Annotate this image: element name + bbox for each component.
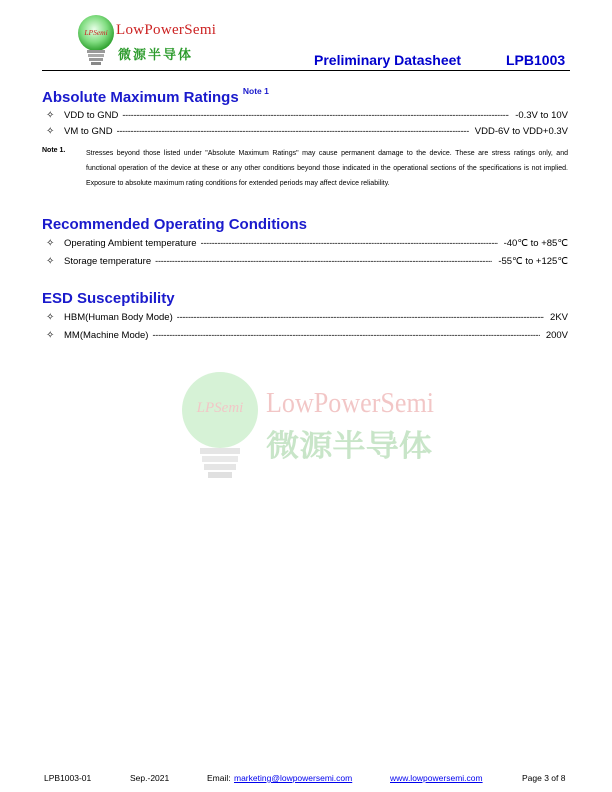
list-item: [46, 254, 568, 268]
footer-website-link[interactable]: [390, 773, 483, 783]
watermark-brand-en: LowPowerSemi: [266, 387, 434, 419]
list-item: [46, 124, 568, 138]
email-link[interactable]: marketing@lowpowersemi.com: [234, 773, 353, 783]
list-item: [46, 108, 568, 122]
dot-leader: [152, 330, 539, 340]
brand-name-en: LowPowerSemi: [116, 22, 217, 38]
rating-value: -0.3V to 10V: [515, 109, 568, 121]
list-item: [46, 328, 568, 342]
rating-label: VM to GND: [64, 125, 113, 137]
section-title-rec-op: Recommended Operating Conditions: [42, 216, 308, 233]
footer-email-label: Email:: [207, 773, 231, 783]
rating-value: VDD-6V to VDD+0.3V: [474, 125, 568, 137]
note-ref: Note 1: [242, 86, 269, 96]
condition-value: -40℃ to +85℃: [503, 237, 568, 249]
brand-name-cn: 微源半导体: [118, 47, 194, 62]
footer-email-link[interactable]: [234, 773, 352, 783]
diamond-star-icon: ✧: [46, 109, 55, 121]
company-logo-bulb-icon: [76, 14, 116, 68]
esd-value: 200V: [545, 329, 568, 341]
esd-label: MM(Machine Mode): [64, 329, 149, 341]
esd-value: 2KV: [550, 311, 568, 323]
website-link[interactable]: www.lowpowersemi.com: [390, 773, 483, 783]
note-label: Note 1.: [42, 147, 66, 154]
section-title-abs-max: Absolute Maximum Ratings $^{Note 1}$: [42, 86, 269, 106]
dot-leader: [155, 256, 492, 266]
header-divider: [42, 70, 570, 71]
condition-label: Storage temperature: [64, 255, 152, 267]
condition-label: Operating Ambient temperature: [64, 237, 197, 249]
dot-leader: [117, 126, 469, 136]
diamond-star-icon: ✧: [46, 311, 55, 323]
note-text: Stresses beyond those listed under "Absolute Maximum Ratings" may cause permanent damage to the device. These are stress ratings only, and functional operation of the device at these or any other conditions beyond those indicated in the operational sections of the specifications is not implied. Exposure to absolute maximum rating conditions for extended periods may affect device reliability.: [86, 150, 568, 187]
list-item: [46, 310, 568, 324]
part-number: LPB1003: [506, 52, 566, 68]
watermark-brand-cn: 微源半导体: [266, 429, 432, 464]
section-title-esd: ESD Susceptibility: [42, 290, 175, 307]
watermark-logo-text: LPSemi: [196, 400, 244, 416]
condition-value: -55℃ to +125℃: [498, 255, 568, 267]
doc-title: Preliminary Datasheet: [314, 52, 462, 68]
diamond-star-icon: ✧: [46, 125, 55, 137]
logo-text: LPSemi: [84, 28, 108, 37]
dot-leader: [122, 110, 509, 120]
footer-page-number: Page 3 of 8: [522, 773, 566, 783]
footer-date: Sep.-2021: [130, 773, 170, 783]
diamond-star-icon: ✧: [46, 255, 55, 267]
diamond-star-icon: ✧: [46, 329, 55, 341]
dot-leader: [201, 238, 498, 248]
dot-leader: [177, 312, 544, 322]
diamond-star-icon: ✧: [46, 237, 55, 249]
esd-label: HBM(Human Body Mode): [64, 311, 173, 323]
rating-label: VDD to GND: [64, 109, 119, 121]
watermark: [178, 366, 438, 486]
list-item: [46, 236, 568, 250]
footer-doc-id: LPB1003-01: [44, 773, 92, 783]
